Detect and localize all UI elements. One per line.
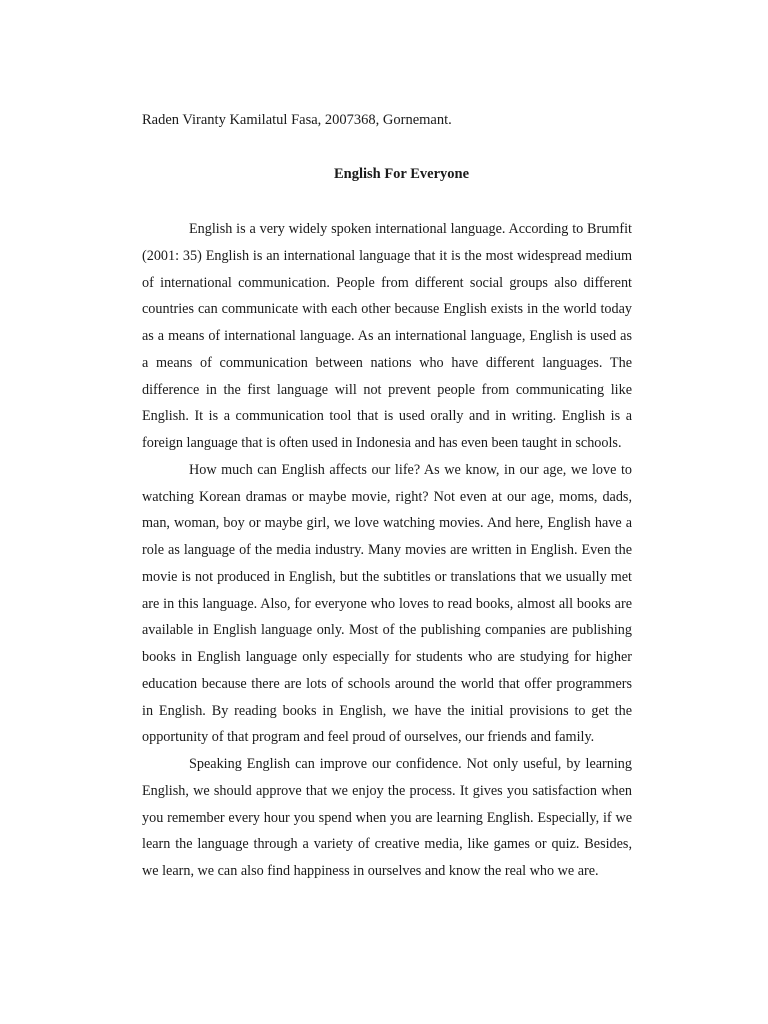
author-line: Raden Viranty Kamilatul Fasa, 2007368, Gornemant. <box>142 112 452 128</box>
document-title: English For Everyone <box>333 166 470 182</box>
paragraph-1: English is a very widely spoken international language. According to Brumfit (2001: 35) English is an international language that it is the most widespread medium of international communication. People from different social groups also different countries can communicate with each other because English exists in the world today as a means of international language. As an international language, English is used as a means of communication between nations who have different languages. The difference in the first language will not prevent people from communicating like English. It is a communication tool that is used orally and in writing. English is a foreign language that is often used in Indonesia and has even been taught in schools. <box>142 221 632 451</box>
document-body <box>142 216 632 885</box>
paragraph-3: Speaking English can improve our confidence. Not only useful, by learning English, we should approve that we enjoy the process. It gives you satisfaction when you remember every hour you spend when you are learning English. Especially, if we learn the language through a variety of creative media, like games or quiz. Besides, we learn, we can also find happiness in ourselves and know the real who we are. <box>142 756 632 879</box>
paragraph-2: How much can English affects our life? As we know, in our age, we love to watching Korean dramas or maybe movie, right? Not even at our age, moms, dads, man, woman, boy or maybe girl, we love watching movies. And here, English have a role as language of the media industry. Many movies are written in English. Even the movie is not produced in English, but the subtitles or translations that we usually met are in this language. Also, for everyone who loves to read books, almost all books are available in English language only. Most of the publishing companies are publishing books in English language only especially for students who are studying for higher education because there are lots of schools around the world that offer programmers in English. By reading books in English, we have the initial provisions to get the opportunity of that program and feel proud of ourselves, our friends and family. <box>142 461 632 746</box>
